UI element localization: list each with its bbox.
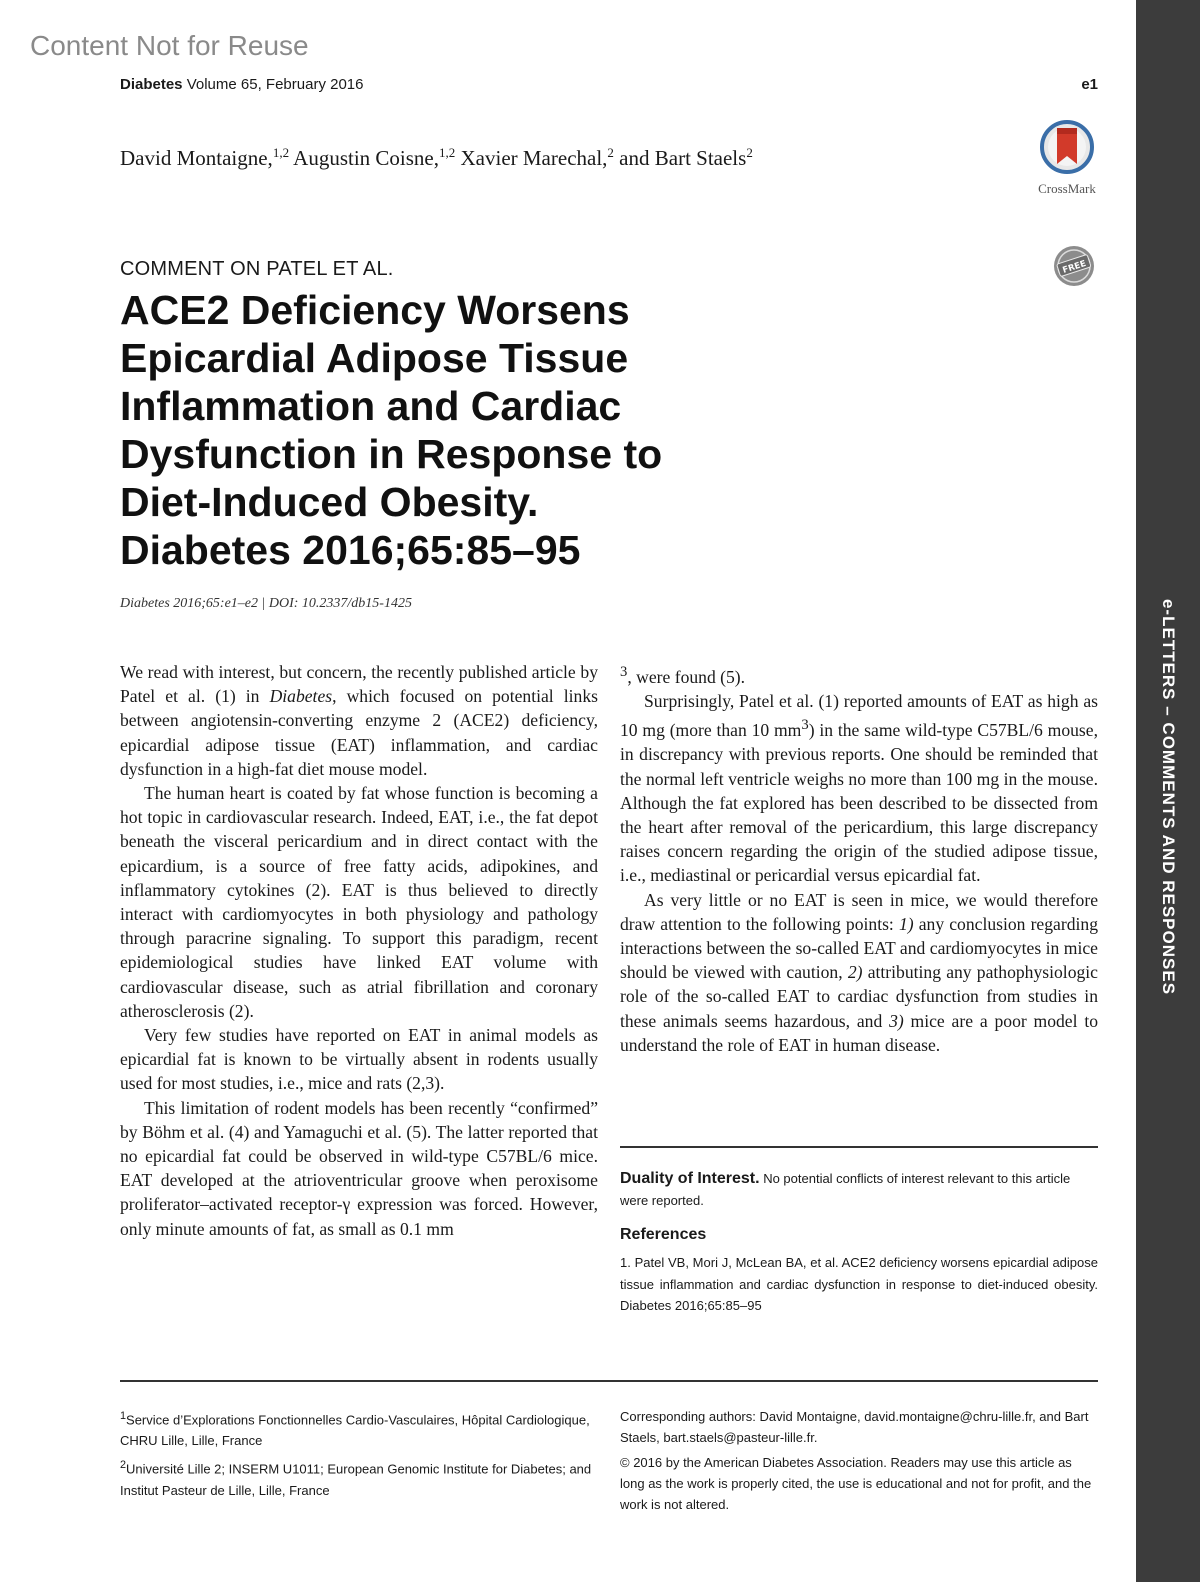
body-paragraph: Surprisingly, Patel et al. (1) reported amounts of EAT as high as 10 mg (more than 10 $mm^3$) in the same wild-type C57BL/6 mouse, in discrepancy with previous reports. One should be reminded that the normal left ventricle weighs no more than 100 mg in the mouse. Although the fat explored has been described to be dissected from the heart after removal of the pericardium, this large discrepancy raises concern regarding the origin of the studied adipose tissue, i.e., mediastinal or pericardial versus epicardial fat. bbox=[620, 691, 1098, 886]
article-citation bbox=[120, 596, 412, 612]
body-paragraph: Very few studies have reported on EAT in animal models as epicardial fat is known to be virtually absent in rodents usually used for most studies, i.e., mice and rats (2,3). bbox=[120, 1025, 598, 1094]
free-badge-text: FREE bbox=[1061, 258, 1088, 276]
citation-separator: | bbox=[262, 596, 265, 611]
free-access-icon bbox=[1052, 244, 1096, 288]
crossmark-icon bbox=[1038, 120, 1096, 174]
citation-text: Diabetes 2016;65:e1–e2 bbox=[120, 596, 259, 611]
sidebar-label: e-LETTERS – COMMENTS AND RESPONSES bbox=[1159, 598, 1178, 996]
body-paragraph-continued: $^3$, were found (5). bbox=[620, 664, 746, 687]
journal-volume: Volume 65, February 2016 bbox=[186, 76, 364, 93]
body-column-right bbox=[620, 660, 1098, 1057]
page-number: e1 bbox=[1081, 76, 1098, 93]
author-affiliation-mark: 2 bbox=[607, 145, 614, 160]
duality-text: No potential conflicts of interest relevant to this article were reported. bbox=[620, 1171, 1071, 1208]
article-title: ACE2 Deficiency Worsens Epicardial Adipose Tissue Inflammation and Cardiac Dysfunction in Response to Diet-Induced Obesity. Diabetes 2016;65:85–95 bbox=[120, 287, 663, 573]
section-divider bbox=[620, 1146, 1098, 1148]
corresponding-authors: Corresponding authors: David Montaigne, david.montaigne@chru-lille.fr, and Bart Staels, bart.staels@pasteur-lille.fr. bbox=[620, 1409, 1089, 1445]
crossmark-label: CrossMark bbox=[1038, 181, 1096, 196]
superscript: 3 bbox=[620, 664, 628, 680]
watermark: Content Not for Reuse bbox=[30, 30, 309, 61]
reference-item: 1. Patel VB, Mori J, McLean BA, et al. ACE2 deficiency worsens epicardial adipose tissue inflammation and cardiac dysfunction in response to diet-induced obesity. Diabetes 2016;65:85–95 bbox=[620, 1255, 1098, 1313]
affiliation-item: $^2$Université Lille 2; INSERM U1011; European Genomic Institute for Diabetes; and Institut Pasteur de Lille, Lille, France bbox=[120, 1459, 592, 1498]
copyright-notice: © 2016 by the American Diabetes Association. Readers may use this article as long as the work is properly cited, the use is educational and not for profit, and the work is not altered. bbox=[620, 1455, 1092, 1512]
duality-heading: Duality of Interest. bbox=[620, 1170, 760, 1187]
author-name: and Bart Staels bbox=[613, 146, 747, 170]
affiliations bbox=[120, 1406, 598, 1505]
journal-name: Diabetes bbox=[120, 76, 183, 93]
body-column-left bbox=[120, 660, 598, 1241]
body-paragraph: The human heart is coated by fat whose function is becoming a hot topic in cardiovascular research. Indeed, EAT, i.e., the fat depot beneath the visceral pericardium and in direct contact with the epicardium, is a source of free fatty acids, adipokines, and inflammatory cytokines (2). EAT is thus believed to directly interact with cardiomyocytes in both physiology and pathology through paracrine signaling. To support this paradigm, recent epidemiological studies have linked EAT volume with cardiovascular disease, such as atrial fibrillation and coronary atherosclerosis (2). bbox=[120, 783, 598, 1021]
author-name: Augustin Coisne, bbox=[289, 146, 439, 170]
body-paragraph: We read with interest, but concern, the recently published article by Patel et al. (1) in Diabetes, which focused on potential links between angiotensin-converting enzyme 2 (ACE2) deficiency, epicardial adipose tissue (EAT) inflammation, and cardiac dysfunction in a high-fat diet mouse model. bbox=[120, 662, 598, 779]
journal-header bbox=[120, 76, 363, 93]
section-label: COMMENT ON PATEL ET AL. bbox=[120, 258, 394, 280]
author-affiliation-mark: 1,2 bbox=[439, 145, 456, 160]
footer-divider bbox=[120, 1380, 1098, 1382]
section-sidebar bbox=[1136, 0, 1200, 1582]
author-name: Xavier Marechal, bbox=[455, 146, 608, 170]
superscript: 3 bbox=[801, 717, 809, 734]
references-heading: References bbox=[620, 1226, 707, 1243]
doi-text: DOI: 10.2337/db15-1425 bbox=[268, 596, 412, 611]
free-access-badge bbox=[1052, 244, 1096, 293]
body-paragraph: This limitation of rodent models has been recently “confirmed” by Böhm et al. (4) and Yamaguchi et al. (5). The latter reported that no epicardial fat could be observed in wild-type C57BL/6 mice. EAT developed at the atrioventricular groove when peroxisome proliferator–activated receptor-γ expression was forced. However, only minute amounts of fat, as small as 0.1 mm bbox=[120, 1097, 598, 1239]
affiliation-item: $^1$Service d’Explorations Fonctionnelles Cardio-Vasculaires, Hôpital Cardiologique, CHRU Lille, Lille, France bbox=[120, 1410, 590, 1449]
author-list bbox=[120, 145, 753, 171]
author-name: David Montaigne, bbox=[120, 146, 273, 170]
crossmark-badge[interactable] bbox=[1030, 120, 1104, 197]
journal-italic: Diabetes bbox=[269, 686, 333, 707]
correspondence-block bbox=[620, 1406, 1098, 1519]
body-paragraph: As very little or no EAT is seen in mice, we would therefore draw attention to the following points: 1) any conclusion regarding interactions between the so-called EAT and cardiomyocytes in mice should be viewed with caution, 2) attributing any pathophysiologic role of the so-called EAT to cardiac dysfunction from studies in these animals seems hazardous, and 3) mice are a poor model to understand the role of EAT in human disease. bbox=[620, 889, 1099, 1055]
duality-of-interest bbox=[620, 1168, 1098, 1212]
author-affiliation-mark: 1,2 bbox=[272, 145, 290, 160]
author-affiliation-mark: 2 bbox=[746, 145, 753, 160]
